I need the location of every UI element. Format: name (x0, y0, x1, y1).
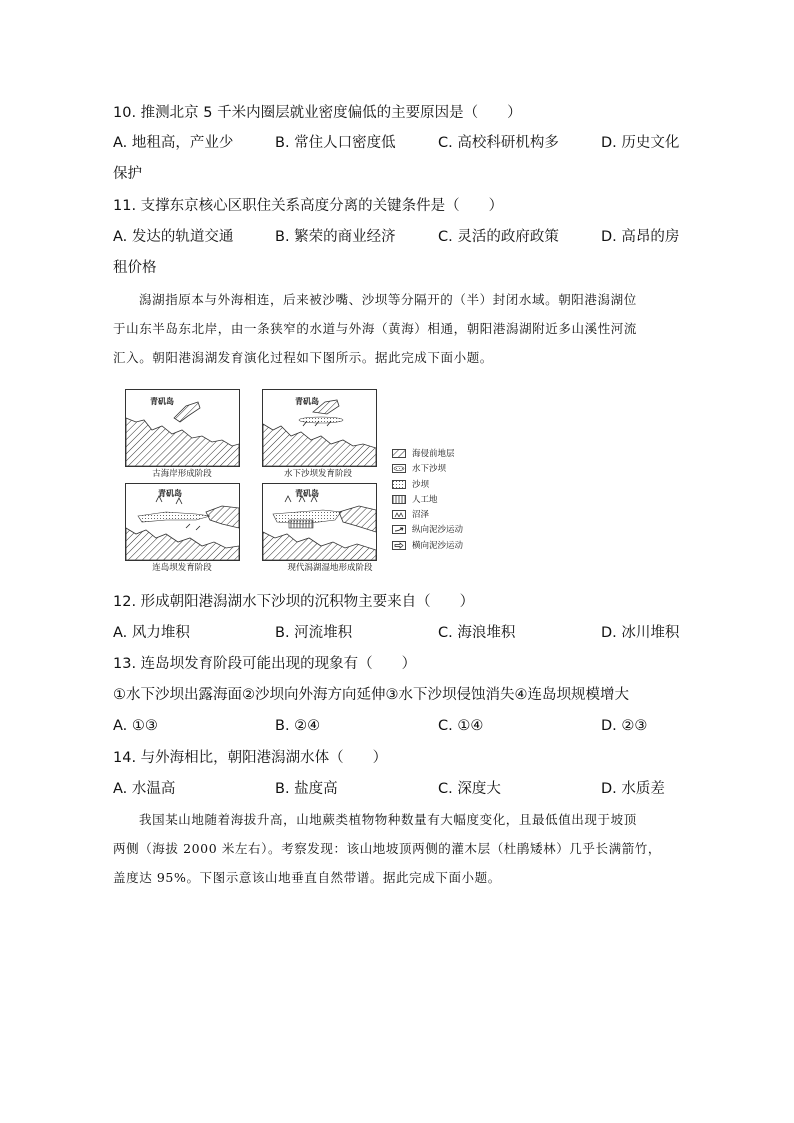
q10-option-c: C. 高校科研机构多 (438, 135, 559, 151)
q10-option-d-wrap: 保护 (113, 166, 142, 182)
q13-stem: 13. 连岛坝发育阶段可能出现的现象有（ ） (113, 656, 417, 672)
dots-swatch (392, 480, 406, 489)
q12-option-a: A. 风力堆积 (113, 625, 190, 641)
q11-option-b: B. 繁荣的商业经济 (275, 229, 396, 245)
q12-stem: 12. 形成朝阳港潟湖水下沙坝的沉积物主要来自（ ） (113, 594, 475, 610)
q14-option-d: D. 水质差 (601, 781, 665, 797)
q11-option-d-wrap: 租价格 (113, 260, 157, 276)
longitudinal-arrow-icon (392, 525, 406, 534)
q14-option-c: C. 深度大 (438, 781, 501, 797)
q10-stem: 10. 推测北京 5 千米内圈层就业密度偏低的主要原因是（ ） (113, 105, 522, 121)
transverse-arrow-icon (392, 541, 406, 550)
passage-lagoon-line-2: 于山东半岛东北岸，由一条狭窄的水道与外海（黄海）相通，朝阳港潟湖附近多山溪性河流 (113, 321, 638, 336)
passage-lagoon-line-3: 汇入。朝阳港潟湖发育演化过程如下图所示。据此完成下面小题。 (113, 350, 493, 365)
passage-mountain-line-3: 盖度达 95%。下图示意该山地垂直自然带谱。据此完成下面小题。 (113, 870, 501, 885)
q12-option-b: B. 河流堆积 (275, 625, 353, 641)
q10-option-b: B. 常住人口密度低 (275, 135, 396, 151)
q11-option-d: D. 高昂的房 (601, 229, 680, 245)
marsh-swatch (392, 510, 406, 519)
passage-mountain (113, 805, 685, 892)
q13-option-b: B. ②④ (275, 718, 321, 734)
passage-lagoon (113, 285, 685, 372)
q14-stem: 14. 与外海相比，朝阳港潟湖水体（ ） (113, 750, 388, 766)
panel-ancient-coast (125, 389, 240, 467)
q10-option-a: A. 地租高，产业少 (113, 135, 234, 151)
q13-option-c: C. ①④ (438, 718, 484, 734)
panel-underwater-bar (262, 389, 377, 467)
passage-mountain-line-1: 我国某山地随着海拔升高，山地蕨类植物物种数量有大幅度变化，且最低值出现于坡顶 (139, 812, 637, 827)
passage-lagoon-line-1: 潟湖指原本与外海相连，后来被沙嘴、沙坝等分隔开的（半）封闭水域。朝阳港潟湖位 (139, 292, 637, 307)
passage-mountain-line-2: 两侧（海拔 2000 米左右）。考察发现：该山地坡顶两侧的灌木层（杜鹃矮林）几乎长满箭竹， (113, 841, 662, 856)
caption-tombolo: 连岛坝发育阶段 (152, 563, 212, 573)
caption-modern-wetland: 现代潟湖湿地形成阶段 (287, 563, 373, 573)
q11-option-a: A. 发达的轨道交通 (113, 229, 234, 245)
island-label: 青矶岛 (295, 396, 319, 406)
q11-stem: 11. 支撑东京核心区职住关系高度分离的关键条件是（ ） (113, 198, 504, 214)
q12-option-d: D. 冰川堆积 (601, 625, 680, 641)
underwater-bar-swatch (392, 464, 406, 473)
vlines-swatch (392, 495, 406, 504)
island-label: 青矶岛 (150, 396, 174, 406)
q11-option-c: C. 灵活的政府政策 (438, 229, 559, 245)
q13-statements: ①水下沙坝出露海面②沙坝向外海方向延伸③水下沙坝侵蚀消失④连岛坝规模增大 (113, 687, 629, 703)
hatch-swatch (392, 449, 406, 458)
q12-option-c: C. 海浪堆积 (438, 625, 516, 641)
caption-ancient-coast: 古海岸形成阶段 (152, 469, 212, 479)
panel-tombolo (125, 483, 240, 561)
caption-underwater-bar: 水下沙坝发育阶段 (283, 469, 352, 479)
q14-option-b: B. 盐度高 (275, 781, 338, 797)
q13-option-a: A. ①③ (113, 718, 158, 734)
q10-option-d: D. 历史文化 (601, 135, 680, 151)
q14-option-a: A. 水温高 (113, 781, 176, 797)
island-label: 青矶岛 (295, 488, 319, 498)
panel-modern-wetland (262, 483, 377, 561)
lagoon-evolution-figure: 青矶岛 古海岸形成阶段 青矶岛 水下沙坝发育阶段 青矶岛 连岛坝发育阶段 青矶岛 现代潟湖湿地形成阶段 海侵前地层 水下沙坝 沙坝 人工地 沼泽 纵向泥沙运动 横向泥沙运动 (120, 385, 485, 580)
q13-option-d: D. ②③ (601, 718, 648, 734)
island-label: 青矶岛 (158, 488, 182, 498)
